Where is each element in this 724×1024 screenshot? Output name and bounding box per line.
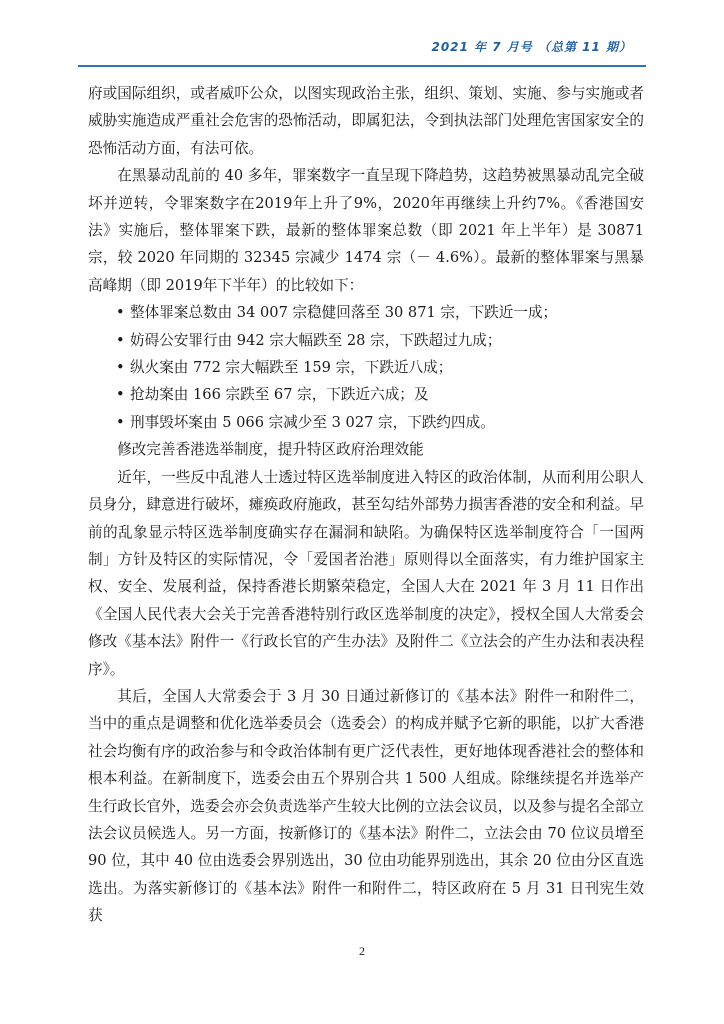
bullet-icon: •: [116, 359, 125, 377]
paragraph-2: 在黑暴动乱前的 40 多年，罪案数字一直呈现下降趋势，这趋势被黑暴动乱完全破坏并逆转，令罪案数字在2019年上升了9%，2020年再继续上升约7%。《香港国安法》实施后，整体罪案下跌，最新的整体罪案总数（即 2021 年上半年）是 30871 宗，较 2020 年同期的 32345 宗减少 1474 宗（－ 4.6%）。最新的整体罪案与黑暴高峰期（即 2019年下半年）的比较如下：: [88, 167, 644, 294]
bullet-icon: •: [116, 304, 125, 322]
paragraph-4: 其后，全国人大常委会于 3 月 30 日通过新修订的《基本法》附件一和附件二，当中的重点是调整和优化选举委员会（选委会）的构成并赋予它新的职能，以扩大香港社会均衡有序的政治参与和令政治体制有更广泛代表性，更好地体现香港社会的整体和根本利益。在新制度下，选委会由五个界别合共 1 500 人组成。除继续提名并选举产生行政长官外，选委会亦会负责选举产生较大比例的立法会议员，以及参与提名全部立法会议员候选人。另一方面，按新修订的《基本法》附件二，立法会由 70 位议员增至 90 位，其中 40 位由选委会界别选出，30 位由功能界别选出，其余 20 位由分区直选选出。为落实新修订的《基本法》附件一和附件二，特区政府在 5 月 31 日刊宪生效获: [88, 687, 644, 925]
section-subheading: 修改完善香港选举制度，提升特区政府治理效能: [117, 441, 424, 459]
bullet-icon: •: [116, 413, 125, 431]
list-item: [116, 327, 644, 354]
list-item-text: 整体罪案总数由 34 007 宗稳健回落至 30 871 宗，下跌近一成；: [130, 304, 558, 322]
paragraph-3: 近年，一些反中乱港人士透过特区选举制度进入特区的政治体制，从而利用公职人员身分，肆意进行破坏，瘫痪政府施政，甚至勾结外部势力损害香港的安全和利益。早前的乱象显示特区选举制度确实存在漏洞和缺陷。为确保特区选举制度符合「一国两制」方针及特区的实际情况，令「爱国者治港」原则得以全面落实，有力维护国家主权、安全、发展利益，保持香港长期繁荣稳定，全国人大在 2021 年 3 月 11 日作出《全国人民代表大会关于完善香港特别行政区选举制度的决定》，授权全国人大常委会修改《基本法》附件一《行政长官的产生办法》及附件二《立法会的产生办法和表决程序》。: [88, 468, 644, 678]
list-item: [116, 381, 644, 408]
list-item-text: 妨碍公安罪行由 942 宗大幅跌至 28 宗，下跌超过九成；: [130, 331, 502, 349]
page-number: 2: [359, 944, 365, 958]
paragraph-1: 府或国际组织，或者威吓公众，以图实现政治主张，组织、策划、实施、参与实施或者威胁实施造成严重社会危害的恐怖活动，即属犯法，令到执法部门处理危害国家安全的恐怖活动方面，有法可依。: [88, 85, 644, 157]
bullet-icon: •: [116, 386, 125, 404]
article-body: [88, 80, 644, 930]
bullet-icon: •: [116, 331, 125, 349]
issue-header: 2021 年 7 月号 （总第 11 期）: [431, 40, 632, 54]
crime-stats-list: [88, 299, 644, 436]
list-item-text: 刑事毁坏案由 5 066 宗减少至 3 027 宗，下跌约四成。: [130, 413, 495, 431]
list-item: [116, 299, 644, 326]
list-item-text: 抢劫案由 166 宗跌至 67 宗，下跌近六成；及: [130, 386, 429, 404]
list-item: [116, 354, 644, 381]
list-item-text: 纵火案由 772 宗大幅跌至 159 宗，下跌近八成；: [130, 359, 453, 377]
list-item: [116, 409, 644, 436]
header-rule: [78, 65, 646, 67]
